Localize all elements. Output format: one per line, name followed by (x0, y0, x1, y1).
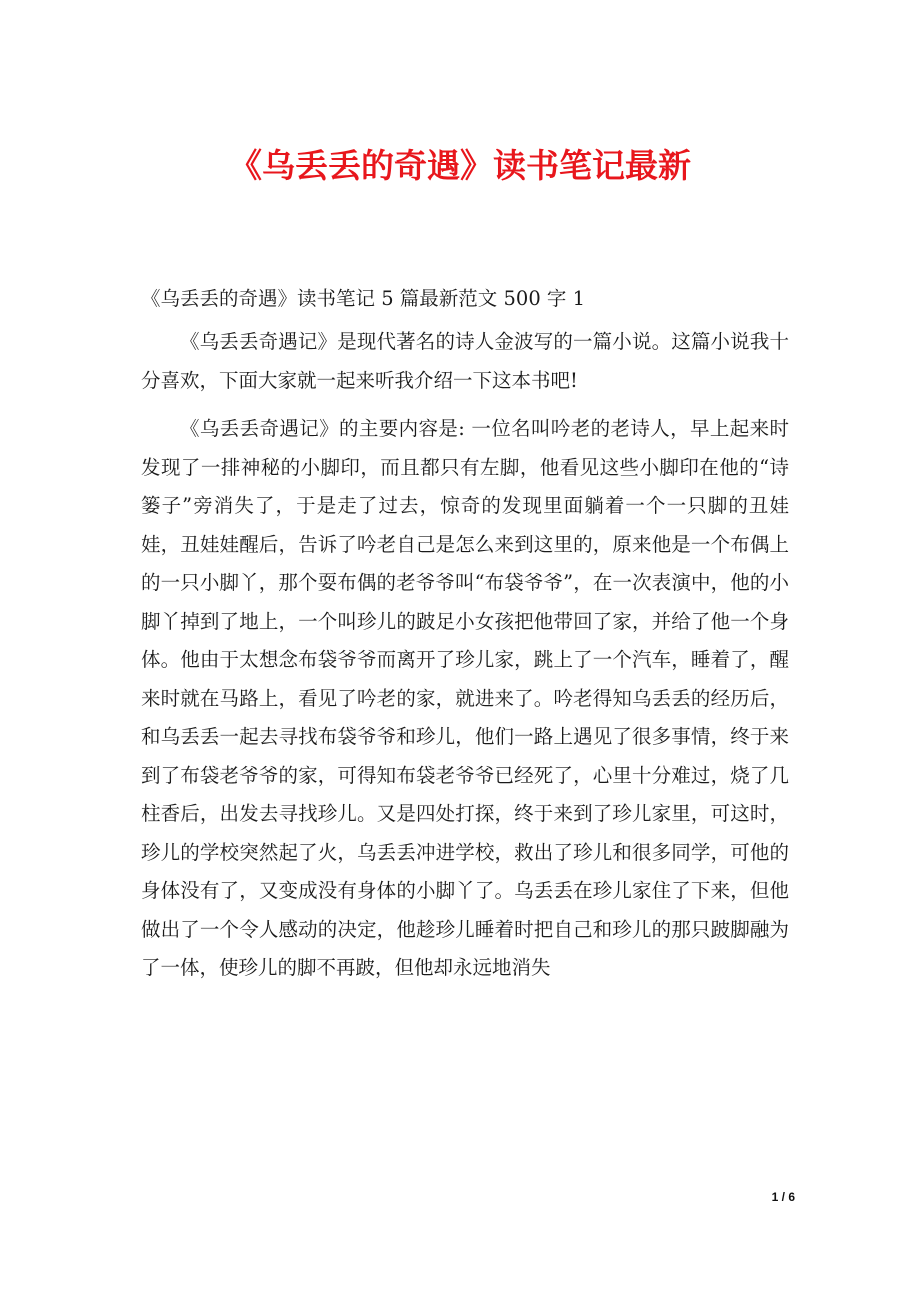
document-body (141, 323, 789, 998)
paragraph: 《乌丢丢奇遇记》的主要内容是: 一位名叫吟老的老诗人，早上起来时发现了一排神秘的小脚印，而且都只有左脚，他看见这些小脚印在他的“诗篓子”旁消失了，于是走了过去，惊奇的发现里面躺着一个一只脚的丑娃娃，丑娃娃醒后，告诉了吟老自己是怎么来到这里的，原来他是一个布偶上的一只小脚丫，那个耍布偶的老爷爷叫“布袋爷爷”，在一次表演中，他的小脚丫掉到了地上，一个叫珍儿的跛足小女孩把他带回了家，并给了他一个身体。他由于太想念布袋爷爷而离开了珍儿家，跳上了一个汽车，睡着了，醒来时就在马路上，看见了吟老的家，就进来了。吟老得知乌丢丢的经历后，和乌丢丢一起去寻找布袋爷爷和珍儿，他们一路上遇见了很多事情，终于来到了布袋老爷爷的家，可得知布袋老爷爷已经死了，心里十分难过，烧了几柱香后，出发去寻找珍儿。又是四处打探，终于来到了珍儿家里，可这时，珍儿的学校突然起了火，乌丢丢冲进学校，救出了珍儿和很多同学，可他的身体没有了，又变成没有身体的小脚丫了。乌丢丢在珍儿家住了下来，但他做出了一个令人感动的决定，他趁珍儿睡着时把自己和珍儿的那只跛脚融为了一体，使珍儿的脚不再跛，但他却永远地消失 (141, 417, 789, 979)
document-title: 《乌丢丢的奇遇》读书笔记最新 (229, 146, 691, 185)
document-subtitle: 《乌丢丢的奇遇》读书笔记 5 篇最新范文 500 字 1 (141, 287, 586, 310)
page-number: 1 / 6 (771, 1190, 795, 1204)
paragraph: 《乌丢丢奇遇记》是现代著名的诗人金波写的一篇小说。这篇小说我十分喜欢，下面大家就一起来听我介绍一下这本书吧! (141, 330, 789, 392)
